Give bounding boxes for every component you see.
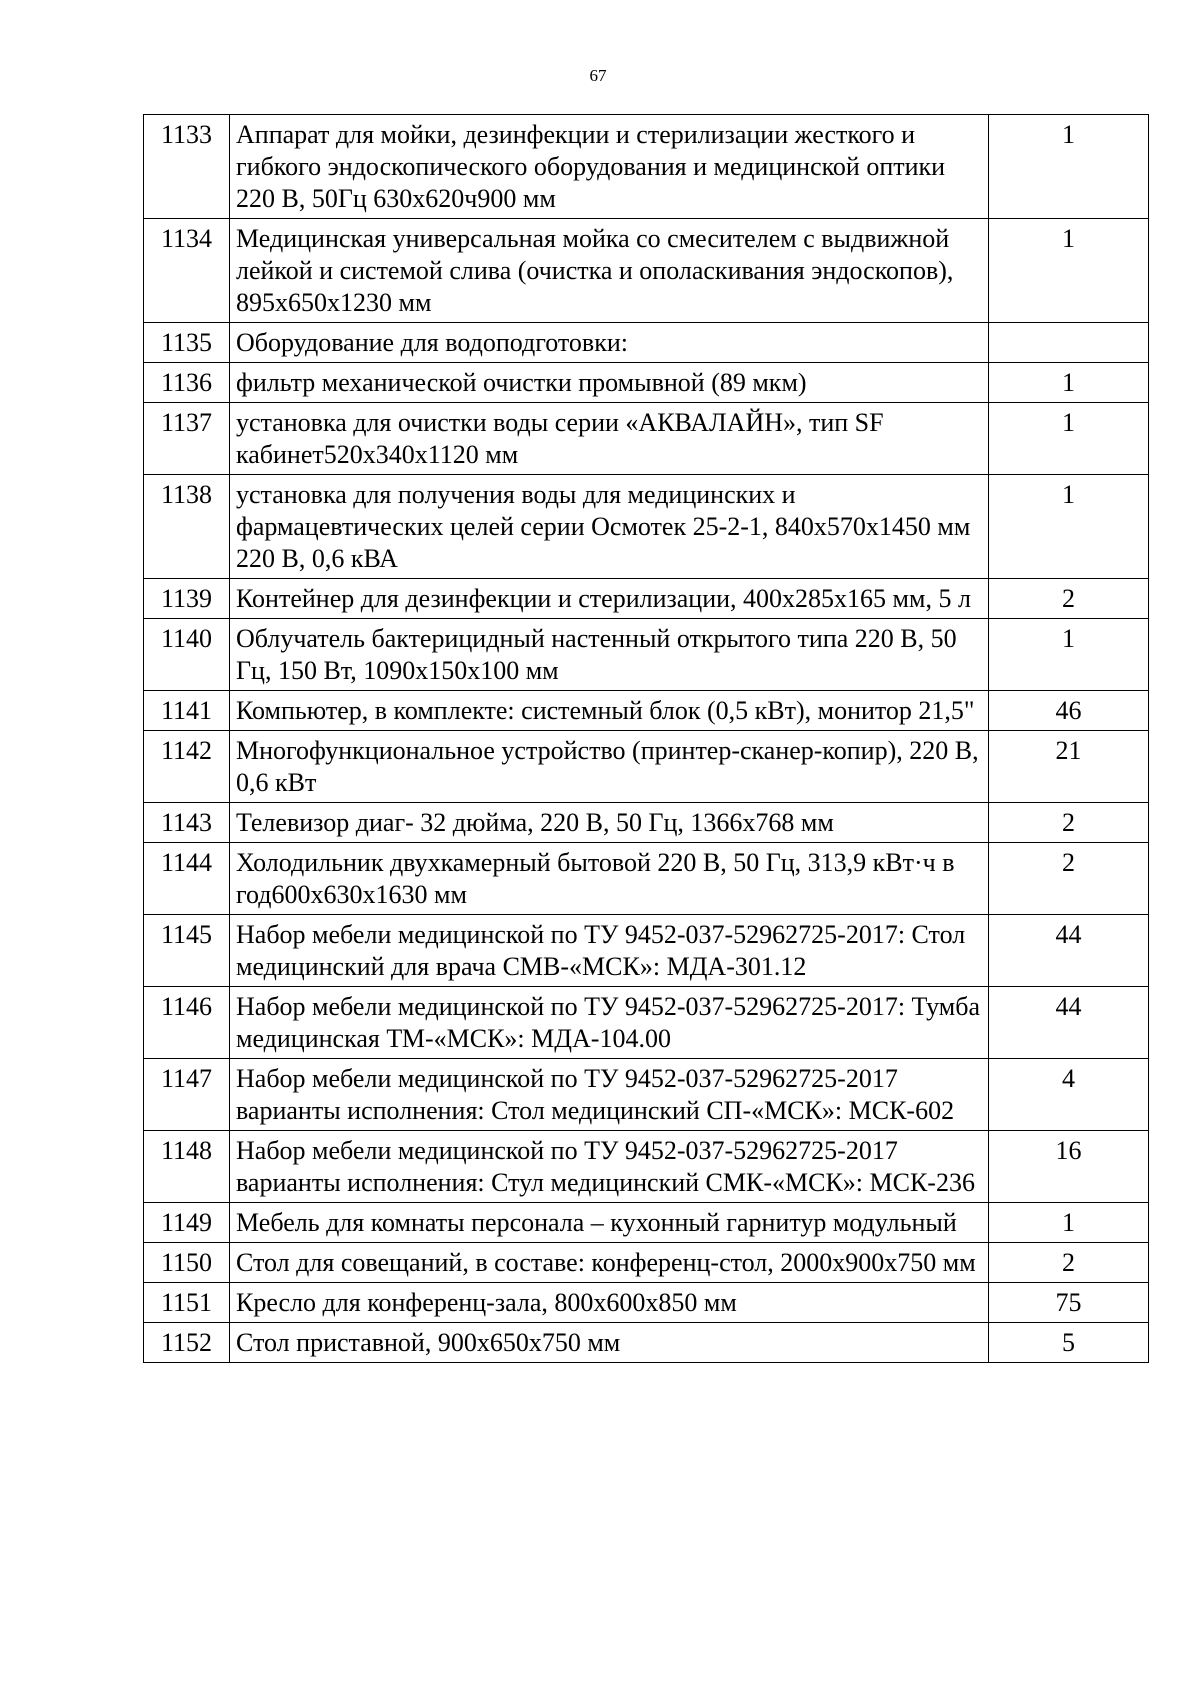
item-description-cell: Облучатель бактерицидный настенный открытого типа 220 В, 50 Гц, 150 Вт, 1090х150х100 мм <box>230 619 989 691</box>
equipment-table-body <box>144 115 1149 1363</box>
table-row <box>144 323 1149 363</box>
item-quantity-cell: 44 <box>989 987 1149 1059</box>
item-quantity-cell: 21 <box>989 731 1149 803</box>
row-number-cell: 1146 <box>144 987 230 1059</box>
item-quantity-cell: 1 <box>989 619 1149 691</box>
row-number-cell: 1151 <box>144 1283 230 1323</box>
item-description-cell: Набор мебели медицинской по ТУ 9452-037-52962725-2017 варианты исполнения: Стул медицинский СМК-«МСК»: МСК-236 <box>230 1131 989 1203</box>
item-description-cell: Набор мебели медицинской по ТУ 9452-037-52962725-2017: Стол медицинский для врача СМВ-«МСК»: МДА-301.12 <box>230 915 989 987</box>
item-description-cell: установка для получения воды для медицинских и фармацевтических целей серии Осмотек 25-2-1, 840х570х1450 мм 220 В, 0,6 кВА <box>230 475 989 579</box>
row-number-cell: 1141 <box>144 691 230 731</box>
item-quantity-cell: 1 <box>989 1203 1149 1243</box>
row-number-cell: 1143 <box>144 803 230 843</box>
item-quantity-cell: 16 <box>989 1131 1149 1203</box>
item-quantity-cell: 4 <box>989 1059 1149 1131</box>
item-quantity-cell: 2 <box>989 579 1149 619</box>
item-description-cell: Медицинская универсальная мойка со смесителем с выдвижной лейкой и системой слива (очистка и ополаскивания эндоскопов), 895х650х1230 мм <box>230 219 989 323</box>
table-row <box>144 579 1149 619</box>
item-quantity-cell: 75 <box>989 1283 1149 1323</box>
table-row <box>144 619 1149 691</box>
item-quantity-cell: 2 <box>989 1243 1149 1283</box>
item-description-cell: Многофункциональное устройство (принтер-сканер-копир), 220 В, 0,6 кВт <box>230 731 989 803</box>
table-row <box>144 1131 1149 1203</box>
item-description-cell: Аппарат для мойки, дезинфекции и стерилизации жесткого и гибкого эндоскопического оборудования и медицинской оптики 220 В, 50Гц 630х620ч900 мм <box>230 115 989 219</box>
row-number-cell: 1142 <box>144 731 230 803</box>
table-row <box>144 803 1149 843</box>
row-number-cell: 1145 <box>144 915 230 987</box>
row-number-cell: 1137 <box>144 403 230 475</box>
row-number-cell: 1152 <box>144 1323 230 1363</box>
table-row <box>144 1323 1149 1363</box>
item-quantity-cell: 1 <box>989 115 1149 219</box>
item-description-cell: фильтр механической очистки промывной (89 мкм) <box>230 363 989 403</box>
equipment-table <box>143 114 1149 1363</box>
row-number-cell: 1135 <box>144 323 230 363</box>
item-quantity-cell <box>989 323 1149 363</box>
table-row <box>144 1243 1149 1283</box>
table-row <box>144 475 1149 579</box>
item-quantity-cell: 1 <box>989 363 1149 403</box>
item-description-cell: Компьютер, в комплекте: системный блок (0,5 кВт), монитор 21,5" <box>230 691 989 731</box>
item-quantity-cell: 1 <box>989 403 1149 475</box>
item-description-cell: Стол приставной, 900х650х750 мм <box>230 1323 989 1363</box>
item-description-cell: Холодильник двухкамерный бытовой 220 В, 50 Гц, 313,9 кВт·ч в год600х630х1630 мм <box>230 843 989 915</box>
item-quantity-cell: 2 <box>989 843 1149 915</box>
table-row <box>144 1283 1149 1323</box>
table-row <box>144 691 1149 731</box>
table-row <box>144 731 1149 803</box>
row-number-cell: 1133 <box>144 115 230 219</box>
table-row <box>144 403 1149 475</box>
item-quantity-cell: 46 <box>989 691 1149 731</box>
item-description-cell: Стол для совещаний, в составе: конференц-стол, 2000х900х750 мм <box>230 1243 989 1283</box>
table-row <box>144 219 1149 323</box>
item-quantity-cell: 2 <box>989 803 1149 843</box>
row-number-cell: 1147 <box>144 1059 230 1131</box>
item-description-cell: Телевизор диаг- 32 дюйма, 220 В, 50 Гц, 1366х768 мм <box>230 803 989 843</box>
item-quantity-cell: 5 <box>989 1323 1149 1363</box>
row-number-cell: 1136 <box>144 363 230 403</box>
table-row <box>144 1059 1149 1131</box>
item-description-cell: Мебель для комнаты персонала – кухонный гарнитур модульный <box>230 1203 989 1243</box>
row-number-cell: 1150 <box>144 1243 230 1283</box>
table-row <box>144 843 1149 915</box>
table-row <box>144 363 1149 403</box>
row-number-cell: 1134 <box>144 219 230 323</box>
row-number-cell: 1144 <box>144 843 230 915</box>
item-description-cell: Набор мебели медицинской по ТУ 9452-037-52962725-2017: Тумба медицинская ТМ-«МСК»: МДА-104.00 <box>230 987 989 1059</box>
row-number-cell: 1139 <box>144 579 230 619</box>
row-number-cell: 1149 <box>144 1203 230 1243</box>
item-description-cell: Набор мебели медицинской по ТУ 9452-037-52962725-2017 варианты исполнения: Стол медицинский СП-«МСК»: МСК-602 <box>230 1059 989 1131</box>
item-description-cell: установка для очистки воды серии «АКВАЛАЙН», тип SF кабинет520х340х1120 мм <box>230 403 989 475</box>
table-row <box>144 915 1149 987</box>
table-row <box>144 115 1149 219</box>
table-row <box>144 987 1149 1059</box>
item-description-cell: Кресло для конференц-зала, 800х600х850 мм <box>230 1283 989 1323</box>
table-row <box>144 1203 1149 1243</box>
page-number: 67 <box>589 66 607 85</box>
item-quantity-cell: 44 <box>989 915 1149 987</box>
row-number-cell: 1148 <box>144 1131 230 1203</box>
item-description-cell: Контейнер для дезинфекции и стерилизации, 400х285х165 мм, 5 л <box>230 579 989 619</box>
row-number-cell: 1140 <box>144 619 230 691</box>
item-quantity-cell: 1 <box>989 475 1149 579</box>
item-quantity-cell: 1 <box>989 219 1149 323</box>
row-number-cell: 1138 <box>144 475 230 579</box>
item-description-cell: Оборудование для водоподготовки: <box>230 323 989 363</box>
